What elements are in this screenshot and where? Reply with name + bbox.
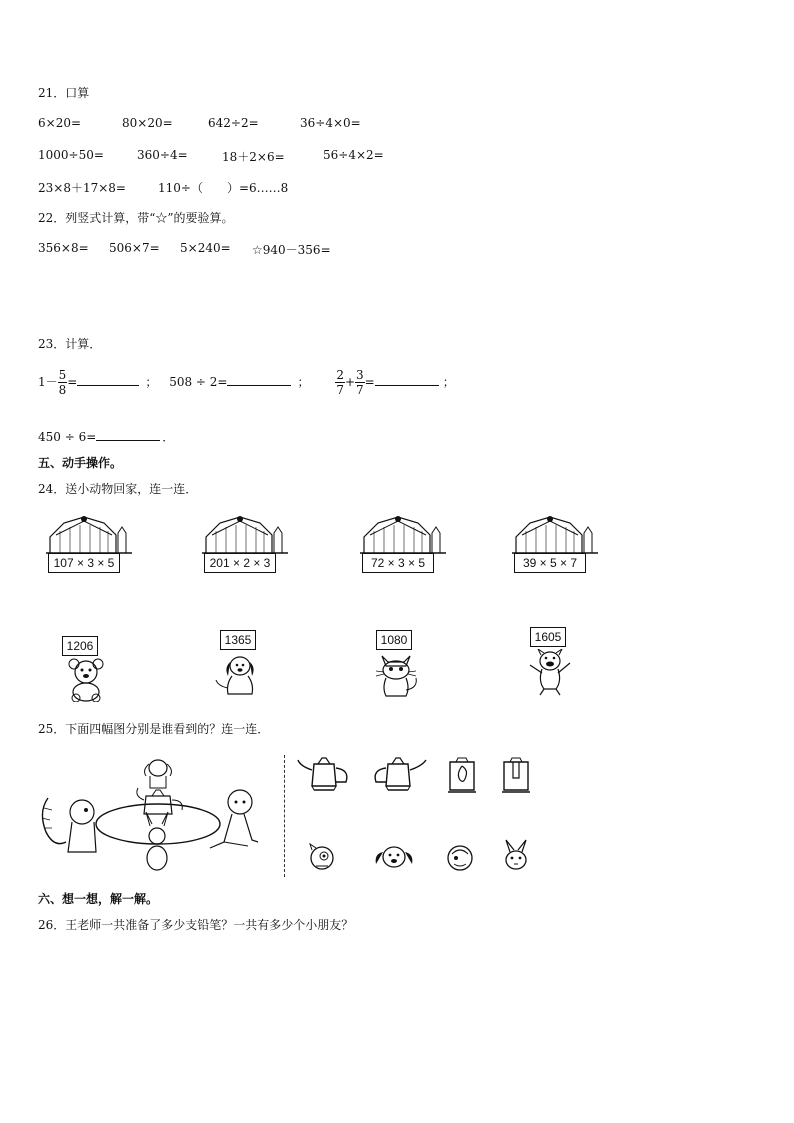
house-expression: 72 × 3 × 5 bbox=[362, 553, 434, 573]
q23-row1 bbox=[38, 368, 455, 397]
animal-number: 1605 bbox=[530, 627, 566, 647]
q22-item: ☆940－356= bbox=[252, 243, 331, 257]
fraction-numerator: 3 bbox=[356, 368, 364, 382]
house-icon bbox=[202, 513, 292, 555]
fraction bbox=[355, 368, 365, 397]
q22-item: 506×7= bbox=[109, 241, 160, 255]
q22-item: 356×8= bbox=[38, 241, 89, 255]
teapot-view-other-side-icon bbox=[368, 756, 428, 798]
bear-icon bbox=[62, 658, 112, 702]
q24-title: 24．送小动物回家，连一连． bbox=[38, 482, 198, 496]
animal-pig bbox=[530, 627, 590, 707]
house-expression: 39 × 5 × 7 bbox=[514, 553, 586, 573]
q21-item: 80×20= bbox=[122, 116, 173, 130]
animal-bear bbox=[62, 636, 122, 716]
fraction bbox=[58, 368, 68, 397]
fraction-numerator: 2 bbox=[336, 368, 344, 382]
q23-title: 23．计算． bbox=[38, 337, 102, 351]
animal-dog bbox=[220, 630, 280, 710]
answer-blank[interactable] bbox=[77, 373, 139, 386]
q21-item: 642÷2= bbox=[208, 116, 259, 130]
fraction-denominator: 7 bbox=[336, 383, 344, 397]
section-heading: 六、想一想，解一解。 bbox=[38, 892, 159, 906]
squirrel-head-icon bbox=[306, 842, 336, 874]
q25-title: 25．下面四幅图分别是谁看到的？连一连． bbox=[38, 722, 270, 736]
q23-c-plus: + bbox=[344, 375, 356, 389]
teapot-view-handle-icon bbox=[442, 756, 482, 798]
answer-blank[interactable] bbox=[227, 373, 291, 386]
fraction-denominator: 7 bbox=[356, 383, 364, 397]
house-icon bbox=[46, 513, 136, 555]
animal-number: 1206 bbox=[62, 636, 98, 656]
answer-blank[interactable] bbox=[96, 428, 160, 441]
q22-title: 22．列竖式计算，带“☆”的要验算。 bbox=[38, 211, 234, 225]
q26-title: 26．王老师一共准备了多少支铅笔？一共有多少个小朋友？ bbox=[38, 918, 354, 932]
animal-number: 1080 bbox=[376, 630, 412, 650]
q21-item: 1000÷50= bbox=[38, 148, 104, 162]
q21-item: 6×20= bbox=[38, 116, 82, 130]
q23-a-prefix: 1－ bbox=[38, 375, 58, 389]
q23-end: ． bbox=[162, 430, 175, 444]
fraction-numerator: 5 bbox=[58, 368, 67, 382]
q23-sep: ； bbox=[442, 375, 455, 389]
dog-icon bbox=[212, 654, 264, 698]
pig-icon bbox=[526, 649, 576, 697]
dog-head-icon bbox=[372, 840, 416, 874]
q21-item: 36÷4×0= bbox=[300, 116, 361, 130]
rabbit-head-icon bbox=[500, 838, 532, 874]
cat-icon bbox=[372, 652, 422, 698]
fraction bbox=[335, 368, 345, 397]
q23-d: 450 ÷ 6= bbox=[38, 430, 97, 444]
section-heading: 五、动手操作。 bbox=[38, 456, 123, 470]
q23-sep: ； bbox=[297, 375, 310, 389]
q23-row2 bbox=[38, 428, 174, 445]
house-icon bbox=[512, 513, 602, 555]
q23-c-equals: = bbox=[364, 375, 375, 389]
divider-dashed bbox=[284, 755, 285, 877]
monkey-head-icon bbox=[444, 842, 476, 874]
fraction-denominator: 8 bbox=[58, 383, 67, 397]
house-illustration bbox=[202, 513, 292, 575]
teapot-view-side-icon bbox=[296, 756, 356, 798]
house-expression: 201 × 2 × 3 bbox=[204, 553, 276, 573]
q21-item: 360÷4= bbox=[137, 148, 188, 162]
answer-blank[interactable] bbox=[375, 373, 439, 386]
house-illustration bbox=[512, 513, 602, 575]
q23-b: 508 ÷ 2= bbox=[169, 375, 228, 389]
q21-title: 21．口算 bbox=[38, 86, 90, 100]
q21-item: 23×8＋17×8= bbox=[38, 181, 126, 195]
house-illustration bbox=[360, 513, 450, 575]
q23-sep: ； bbox=[145, 375, 158, 389]
table-scene-illustration bbox=[38, 752, 278, 878]
house-expression: 107 × 3 × 5 bbox=[48, 553, 120, 573]
q21-item: 110÷（ ）=6……8 bbox=[158, 181, 289, 195]
house-illustration bbox=[46, 513, 136, 575]
q21-item: 56÷4×2= bbox=[323, 148, 384, 162]
q21-item: 18＋2×6= bbox=[222, 150, 285, 164]
house-icon bbox=[360, 513, 450, 555]
teapot-view-spout-icon bbox=[496, 756, 536, 798]
animal-cat bbox=[376, 630, 436, 710]
q23-a-equals: = bbox=[67, 375, 78, 389]
animal-number: 1365 bbox=[220, 630, 256, 650]
q22-item: 5×240= bbox=[180, 241, 231, 255]
